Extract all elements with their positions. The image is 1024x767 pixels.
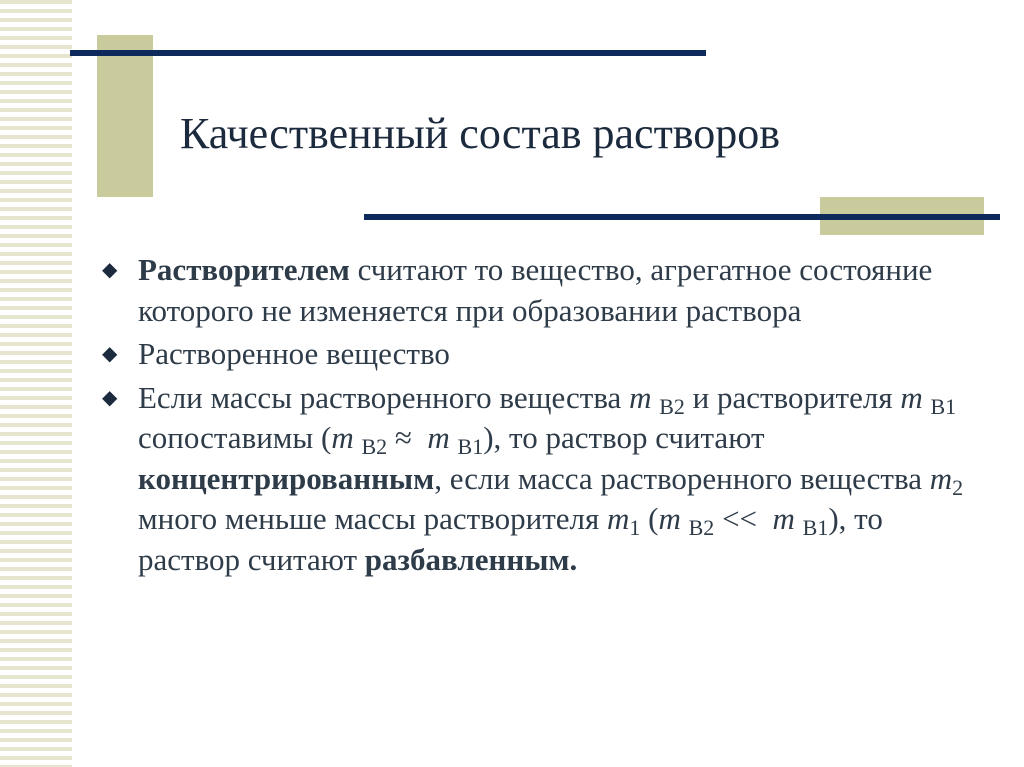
mass-symbol: m [427, 420, 450, 455]
bullet-item-solute [98, 334, 978, 375]
bullet-item-solvent [98, 250, 978, 331]
diamond-bullet-icon: ◆ [102, 343, 118, 365]
term-solvent: Растворителем [138, 252, 350, 287]
mass-symbol: m [629, 379, 652, 415]
slide-title: Качественный состав растворов [180, 109, 781, 158]
bullet-item-concentration [98, 378, 978, 581]
text-fragment: ), то раствор считают [138, 501, 883, 577]
text-fragment: ), то раствор считают [483, 420, 765, 455]
subscript: 2 [952, 474, 964, 500]
subscript: B2 [361, 434, 388, 459]
definition-text: считают то вещество, агрегатное состояние которого не изменяется при образовании раствора [138, 252, 933, 328]
mass-symbol: m [900, 379, 923, 415]
subscript: B1 [802, 515, 829, 540]
mass-symbol: m [929, 460, 953, 496]
subscript: 1 [629, 515, 641, 540]
diamond-bullet-icon: ◆ [102, 259, 118, 281]
mass-symbol: m [331, 420, 354, 455]
diamond-bullet-icon: ◆ [102, 386, 118, 409]
text-fragment: , если масса растворенного вещества [434, 460, 930, 496]
subscript: B2 [659, 393, 685, 419]
text-fragment: и растворителя [684, 379, 901, 415]
term-concentrated: концентрированным [138, 460, 435, 496]
decorative-bottom-rule [364, 214, 1000, 220]
subscript: B1 [930, 393, 957, 419]
decorative-stripes [0, 0, 72, 767]
mass-symbol: m [658, 501, 681, 536]
slide-body [98, 250, 978, 583]
text-fragment: Если массы растворенного вещества [138, 379, 630, 415]
subscript: B2 [688, 515, 715, 540]
text-fragment: много меньше массы растворителя [138, 501, 608, 536]
solute-text: Растворенное вещество [138, 336, 450, 371]
much-less-symbol: << [714, 501, 765, 536]
mass-symbol: m [772, 501, 795, 536]
approx-symbol: ≈ [387, 420, 420, 455]
subscript: B1 [457, 434, 484, 459]
mass-symbol: m [607, 501, 630, 536]
text-fragment: сопоставимы ( [138, 420, 332, 455]
decorative-top-rule [70, 50, 706, 56]
text-fragment: ( [640, 501, 659, 536]
decorative-olive-block-left [97, 35, 153, 197]
term-diluted: разбавленным. [364, 541, 578, 577]
